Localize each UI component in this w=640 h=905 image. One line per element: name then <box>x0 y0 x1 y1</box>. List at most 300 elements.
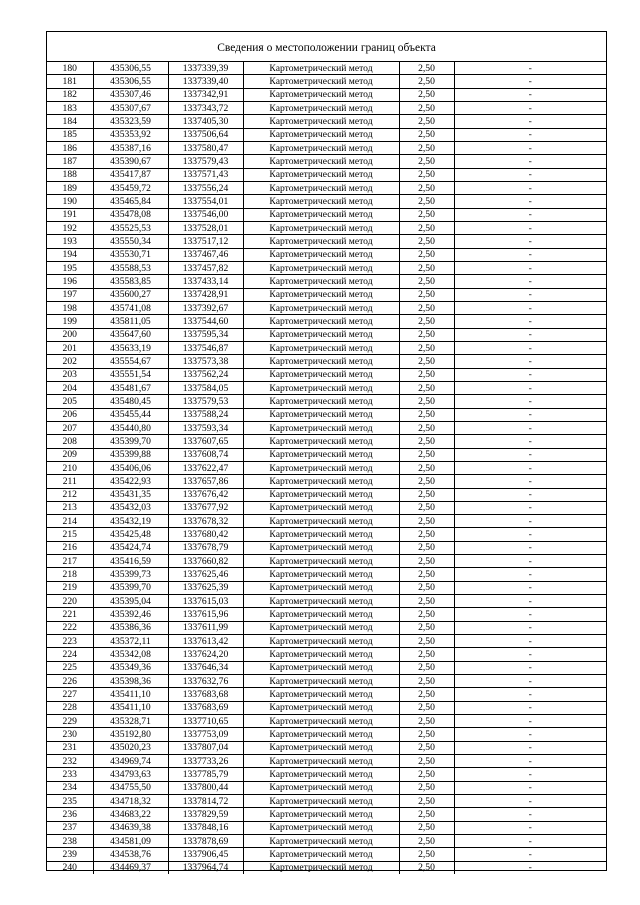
x-coordinate-cell: 435425,48 <box>93 528 168 541</box>
method-cell: Картометрический метод <box>243 488 399 501</box>
table-row <box>47 115 606 128</box>
accuracy-cell: 2,50 <box>399 141 454 154</box>
table-row <box>47 501 606 514</box>
description-cell: - <box>454 661 606 674</box>
y-coordinate-cell: 1337657,86 <box>168 475 243 488</box>
x-coordinate-cell: 435387,16 <box>93 141 168 154</box>
y-coordinate-cell: 1337624,20 <box>168 648 243 661</box>
accuracy-cell: 2,50 <box>399 221 454 234</box>
accuracy-cell: 2,50 <box>399 488 454 501</box>
table-row <box>47 168 606 181</box>
description-cell: - <box>454 341 606 354</box>
method-cell: Картометрический метод <box>243 421 399 434</box>
y-coordinate-cell: 1337906,45 <box>168 848 243 861</box>
y-coordinate-cell: 1337753,09 <box>168 728 243 741</box>
y-coordinate-cell: 1337622,47 <box>168 461 243 474</box>
method-cell: Картометрический метод <box>243 528 399 541</box>
x-coordinate-cell: 435306,55 <box>93 75 168 88</box>
x-coordinate-cell: 435399,88 <box>93 448 168 461</box>
accuracy-cell: 2,50 <box>399 421 454 434</box>
method-cell: Картометрический метод <box>243 368 399 381</box>
description-cell: - <box>454 88 606 101</box>
point-number-cell: 232 <box>47 755 93 768</box>
method-cell: Картометрический метод <box>243 755 399 768</box>
accuracy-cell: 2,50 <box>399 555 454 568</box>
point-number-cell: 198 <box>47 301 93 314</box>
accuracy-cell: 2,50 <box>399 101 454 114</box>
description-cell: - <box>454 528 606 541</box>
accuracy-cell: 2,50 <box>399 208 454 221</box>
description-cell: - <box>454 715 606 728</box>
table-row <box>47 101 606 114</box>
point-number-cell: 186 <box>47 141 93 154</box>
x-coordinate-cell: 434538,76 <box>93 848 168 861</box>
table-row <box>47 488 606 501</box>
y-coordinate-cell: 1337848,16 <box>168 821 243 834</box>
y-coordinate-cell: 1337625,46 <box>168 568 243 581</box>
x-coordinate-cell: 435353,92 <box>93 128 168 141</box>
x-coordinate-cell: 434683,22 <box>93 808 168 821</box>
description-cell: - <box>454 155 606 168</box>
accuracy-cell: 2,50 <box>399 848 454 861</box>
table-row <box>47 421 606 434</box>
x-coordinate-cell: 435372,11 <box>93 635 168 648</box>
point-number-cell: 187 <box>47 155 93 168</box>
y-coordinate-cell: 1337733,26 <box>168 755 243 768</box>
table-row <box>47 435 606 448</box>
description-cell: - <box>454 75 606 88</box>
point-number-cell: 185 <box>47 128 93 141</box>
y-coordinate-cell: 1337829,59 <box>168 808 243 821</box>
y-coordinate-cell: 1337683,69 <box>168 701 243 714</box>
description-cell: - <box>454 488 606 501</box>
y-coordinate-cell: 1337405,30 <box>168 115 243 128</box>
x-coordinate-cell: 435647,60 <box>93 328 168 341</box>
accuracy-cell: 2,50 <box>399 435 454 448</box>
table-row <box>47 741 606 754</box>
accuracy-cell: 2,50 <box>399 528 454 541</box>
x-coordinate-cell: 435417,87 <box>93 168 168 181</box>
accuracy-cell: 2,50 <box>399 475 454 488</box>
method-cell: Картометрический метод <box>243 115 399 128</box>
accuracy-cell: 2,50 <box>399 741 454 754</box>
method-cell: Картометрический метод <box>243 101 399 114</box>
table-row <box>47 315 606 328</box>
point-number-cell: 203 <box>47 368 93 381</box>
table-row <box>47 381 606 394</box>
table-row <box>47 208 606 221</box>
y-coordinate-cell: 1337573,38 <box>168 355 243 368</box>
point-number-cell: 230 <box>47 728 93 741</box>
accuracy-cell: 2,50 <box>399 461 454 474</box>
x-coordinate-cell: 434639,38 <box>93 821 168 834</box>
document-frame <box>46 31 607 874</box>
y-coordinate-cell: 1337562,24 <box>168 368 243 381</box>
table-row <box>47 821 606 834</box>
x-coordinate-cell: 435440,80 <box>93 421 168 434</box>
method-cell: Картометрический метод <box>243 448 399 461</box>
point-number-cell: 239 <box>47 848 93 861</box>
accuracy-cell: 2,50 <box>399 781 454 794</box>
table-row <box>47 221 606 234</box>
description-cell: - <box>454 555 606 568</box>
y-coordinate-cell: 1337457,82 <box>168 261 243 274</box>
accuracy-cell: 2,50 <box>399 155 454 168</box>
method-cell: Картометрический метод <box>243 221 399 234</box>
description-cell: - <box>454 288 606 301</box>
point-number-cell: 225 <box>47 661 93 674</box>
method-cell: Картометрический метод <box>243 248 399 261</box>
x-coordinate-cell: 435020,23 <box>93 741 168 754</box>
table-row <box>47 648 606 661</box>
x-coordinate-cell: 435398,36 <box>93 675 168 688</box>
accuracy-cell: 2,50 <box>399 115 454 128</box>
method-cell: Картометрический метод <box>243 328 399 341</box>
y-coordinate-cell: 1337800,44 <box>168 781 243 794</box>
point-number-cell: 194 <box>47 248 93 261</box>
table-row <box>47 701 606 714</box>
accuracy-cell: 2,50 <box>399 568 454 581</box>
method-cell: Картометрический метод <box>243 781 399 794</box>
y-coordinate-cell: 1337611,99 <box>168 621 243 634</box>
point-number-cell: 234 <box>47 781 93 794</box>
point-number-cell: 235 <box>47 795 93 808</box>
description-cell: - <box>454 688 606 701</box>
accuracy-cell: 2,50 <box>399 821 454 834</box>
accuracy-cell: 2,50 <box>399 248 454 261</box>
point-number-cell: 231 <box>47 741 93 754</box>
point-number-cell: 237 <box>47 821 93 834</box>
method-cell: Картометрический метод <box>243 675 399 688</box>
point-number-cell: 220 <box>47 595 93 608</box>
x-coordinate-cell: 435588,53 <box>93 261 168 274</box>
x-coordinate-cell: 435550,34 <box>93 235 168 248</box>
accuracy-cell: 2,50 <box>399 635 454 648</box>
table-row <box>47 688 606 701</box>
x-coordinate-cell: 435307,67 <box>93 101 168 114</box>
description-cell: - <box>454 568 606 581</box>
method-cell: Картометрический метод <box>243 728 399 741</box>
x-coordinate-cell: 435411,10 <box>93 688 168 701</box>
accuracy-cell: 2,50 <box>399 581 454 594</box>
description-cell: - <box>454 541 606 554</box>
table-row <box>47 755 606 768</box>
y-coordinate-cell: 1337467,46 <box>168 248 243 261</box>
y-coordinate-cell: 1337676,42 <box>168 488 243 501</box>
table-row <box>47 301 606 314</box>
method-cell: Картометрический метод <box>243 381 399 394</box>
y-coordinate-cell: 1337506,64 <box>168 128 243 141</box>
table-row <box>47 62 606 75</box>
table-row <box>47 288 606 301</box>
method-cell: Картометрический метод <box>243 741 399 754</box>
x-coordinate-cell: 435741,08 <box>93 301 168 314</box>
x-coordinate-cell: 435431,35 <box>93 488 168 501</box>
table-row <box>47 528 606 541</box>
description-cell: - <box>454 221 606 234</box>
point-number-cell: 180 <box>47 62 93 75</box>
accuracy-cell: 2,50 <box>399 128 454 141</box>
x-coordinate-cell: 434755,50 <box>93 781 168 794</box>
x-coordinate-cell: 435480,45 <box>93 395 168 408</box>
x-coordinate-cell: 435392,46 <box>93 608 168 621</box>
point-number-cell: 226 <box>47 675 93 688</box>
y-coordinate-cell: 1337546,00 <box>168 208 243 221</box>
accuracy-cell: 2,50 <box>399 275 454 288</box>
method-cell: Картометрический метод <box>243 475 399 488</box>
x-coordinate-cell: 435530,71 <box>93 248 168 261</box>
point-number-cell: 193 <box>47 235 93 248</box>
x-coordinate-cell: 435525,53 <box>93 221 168 234</box>
accuracy-cell: 2,50 <box>399 661 454 674</box>
y-coordinate-cell: 1337593,34 <box>168 421 243 434</box>
description-cell: - <box>454 675 606 688</box>
point-number-cell: 210 <box>47 461 93 474</box>
x-coordinate-cell: 435554,67 <box>93 355 168 368</box>
description-cell: - <box>454 208 606 221</box>
description-cell: - <box>454 62 606 75</box>
y-coordinate-cell: 1337579,53 <box>168 395 243 408</box>
description-cell: - <box>454 261 606 274</box>
y-coordinate-cell: 1337613,42 <box>168 635 243 648</box>
y-coordinate-cell: 1337632,76 <box>168 675 243 688</box>
y-coordinate-cell: 1337433,14 <box>168 275 243 288</box>
x-coordinate-cell: 435306,55 <box>93 62 168 75</box>
method-cell: Картометрический метод <box>243 235 399 248</box>
y-coordinate-cell: 1337646,34 <box>168 661 243 674</box>
y-coordinate-cell: 1337785,79 <box>168 768 243 781</box>
x-coordinate-cell: 435478,08 <box>93 208 168 221</box>
y-coordinate-cell: 1337517,12 <box>168 235 243 248</box>
x-coordinate-cell: 435349,36 <box>93 661 168 674</box>
method-cell: Картометрический метод <box>243 75 399 88</box>
description-cell: - <box>454 461 606 474</box>
method-cell: Картометрический метод <box>243 141 399 154</box>
y-coordinate-cell: 1337554,01 <box>168 195 243 208</box>
method-cell: Картометрический метод <box>243 275 399 288</box>
method-cell: Картометрический метод <box>243 661 399 674</box>
method-cell: Картометрический метод <box>243 181 399 194</box>
y-coordinate-cell: 1337428,91 <box>168 288 243 301</box>
table-row <box>47 328 606 341</box>
x-coordinate-cell: 435633,19 <box>93 341 168 354</box>
y-coordinate-cell: 1337339,39 <box>168 62 243 75</box>
accuracy-cell: 2,50 <box>399 515 454 528</box>
description-cell: - <box>454 501 606 514</box>
table-row <box>47 75 606 88</box>
point-number-cell: 218 <box>47 568 93 581</box>
table-row <box>47 448 606 461</box>
accuracy-cell: 2,50 <box>399 341 454 354</box>
y-coordinate-cell: 1337343,72 <box>168 101 243 114</box>
point-number-cell: 221 <box>47 608 93 621</box>
point-number-cell: 196 <box>47 275 93 288</box>
description-cell: - <box>454 755 606 768</box>
point-number-cell: 216 <box>47 541 93 554</box>
description-cell: - <box>454 848 606 861</box>
method-cell: Картометрический метод <box>243 835 399 848</box>
x-coordinate-cell: 434581,09 <box>93 835 168 848</box>
y-coordinate-cell: 1337680,42 <box>168 528 243 541</box>
method-cell: Картометрический метод <box>243 88 399 101</box>
method-cell: Картометрический метод <box>243 581 399 594</box>
description-cell: - <box>454 581 606 594</box>
accuracy-cell: 2,50 <box>399 755 454 768</box>
accuracy-cell: 2,50 <box>399 195 454 208</box>
point-number-cell: 224 <box>47 648 93 661</box>
x-coordinate-cell: 434969,74 <box>93 755 168 768</box>
table-row <box>47 461 606 474</box>
y-coordinate-cell: 1337710,65 <box>168 715 243 728</box>
accuracy-cell: 2,50 <box>399 701 454 714</box>
table-row <box>47 621 606 634</box>
point-number-cell: 197 <box>47 288 93 301</box>
method-cell: Картометрический метод <box>243 395 399 408</box>
table-row <box>47 475 606 488</box>
y-coordinate-cell: 1337878,69 <box>168 835 243 848</box>
x-coordinate-cell: 434718,32 <box>93 795 168 808</box>
x-coordinate-cell: 435600,27 <box>93 288 168 301</box>
description-cell: - <box>454 368 606 381</box>
point-number-cell: 199 <box>47 315 93 328</box>
x-coordinate-cell: 435307,46 <box>93 88 168 101</box>
method-cell: Картометрический метод <box>243 795 399 808</box>
table-row <box>47 781 606 794</box>
method-cell: Картометрический метод <box>243 715 399 728</box>
table-row <box>47 795 606 808</box>
point-number-cell: 208 <box>47 435 93 448</box>
accuracy-cell: 2,50 <box>399 541 454 554</box>
y-coordinate-cell: 1337683,68 <box>168 688 243 701</box>
point-number-cell: 215 <box>47 528 93 541</box>
accuracy-cell: 2,50 <box>399 315 454 328</box>
method-cell: Картометрический метод <box>243 808 399 821</box>
x-coordinate-cell: 435323,59 <box>93 115 168 128</box>
x-coordinate-cell: 435390,67 <box>93 155 168 168</box>
table-row <box>47 608 606 621</box>
x-coordinate-cell: 435416,59 <box>93 555 168 568</box>
method-cell: Картометрический метод <box>243 555 399 568</box>
point-number-cell: 223 <box>47 635 93 648</box>
description-cell: - <box>454 435 606 448</box>
description-cell: - <box>454 355 606 368</box>
accuracy-cell: 2,50 <box>399 395 454 408</box>
table-row <box>47 261 606 274</box>
accuracy-cell: 2,50 <box>399 368 454 381</box>
accuracy-cell: 2,50 <box>399 328 454 341</box>
method-cell: Картометрический метод <box>243 261 399 274</box>
description-cell: - <box>454 728 606 741</box>
accuracy-cell: 2,50 <box>399 728 454 741</box>
table-row <box>47 275 606 288</box>
point-number-cell: 183 <box>47 101 93 114</box>
description-cell: - <box>454 595 606 608</box>
method-cell: Картометрический метод <box>243 701 399 714</box>
accuracy-cell: 2,50 <box>399 768 454 781</box>
y-coordinate-cell: 1337678,32 <box>168 515 243 528</box>
point-number-cell: 211 <box>47 475 93 488</box>
method-cell: Картометрический метод <box>243 648 399 661</box>
point-number-cell: 192 <box>47 221 93 234</box>
point-number-cell: 204 <box>47 381 93 394</box>
y-coordinate-cell: 1337807,04 <box>168 741 243 754</box>
x-coordinate-cell: 435399,73 <box>93 568 168 581</box>
accuracy-cell: 2,50 <box>399 88 454 101</box>
x-coordinate-cell: 435399,70 <box>93 435 168 448</box>
point-number-cell: 212 <box>47 488 93 501</box>
accuracy-cell: 2,50 <box>399 181 454 194</box>
x-coordinate-cell: 435328,71 <box>93 715 168 728</box>
method-cell: Картометрический метод <box>243 341 399 354</box>
description-cell: - <box>454 115 606 128</box>
y-coordinate-cell: 1337588,24 <box>168 408 243 421</box>
y-coordinate-cell: 1337625,39 <box>168 581 243 594</box>
x-coordinate-cell: 435481,67 <box>93 381 168 394</box>
x-coordinate-cell: 435342,08 <box>93 648 168 661</box>
x-coordinate-cell: 435406,06 <box>93 461 168 474</box>
method-cell: Картометрический метод <box>243 568 399 581</box>
accuracy-cell: 2,50 <box>399 355 454 368</box>
accuracy-cell: 2,50 <box>399 675 454 688</box>
table-row <box>47 141 606 154</box>
point-number-cell: 213 <box>47 501 93 514</box>
y-coordinate-cell: 1337571,43 <box>168 168 243 181</box>
description-cell: - <box>454 768 606 781</box>
point-number-cell: 236 <box>47 808 93 821</box>
point-number-cell: 219 <box>47 581 93 594</box>
y-coordinate-cell: 1337544,60 <box>168 315 243 328</box>
table-row <box>47 555 606 568</box>
description-cell: - <box>454 101 606 114</box>
point-number-cell: 201 <box>47 341 93 354</box>
table-row <box>47 661 606 674</box>
x-coordinate-cell: 435386,36 <box>93 621 168 634</box>
description-cell: - <box>454 701 606 714</box>
table-row <box>47 248 606 261</box>
description-cell: - <box>454 795 606 808</box>
y-coordinate-cell: 1337608,74 <box>168 448 243 461</box>
description-cell: - <box>454 621 606 634</box>
point-number-cell: 182 <box>47 88 93 101</box>
accuracy-cell: 2,50 <box>399 621 454 634</box>
table-row <box>47 355 606 368</box>
y-coordinate-cell: 1337392,67 <box>168 301 243 314</box>
method-cell: Картометрический метод <box>243 288 399 301</box>
document-title: Сведения о местоположении границ объекта <box>47 32 606 62</box>
x-coordinate-cell: 435465,84 <box>93 195 168 208</box>
point-number-cell: 181 <box>47 75 93 88</box>
point-number-cell: 206 <box>47 408 93 421</box>
description-cell: - <box>454 648 606 661</box>
table-row <box>47 88 606 101</box>
description-cell: - <box>454 821 606 834</box>
method-cell: Картометрический метод <box>243 848 399 861</box>
table-row <box>47 515 606 528</box>
accuracy-cell: 2,50 <box>399 795 454 808</box>
y-coordinate-cell: 1337339,40 <box>168 75 243 88</box>
method-cell: Картометрический метод <box>243 195 399 208</box>
description-cell: - <box>454 808 606 821</box>
method-cell: Картометрический метод <box>243 155 399 168</box>
point-number-cell: 202 <box>47 355 93 368</box>
description-cell: - <box>454 195 606 208</box>
y-coordinate-cell: 1337584,05 <box>168 381 243 394</box>
description-cell: - <box>454 381 606 394</box>
point-number-cell: 184 <box>47 115 93 128</box>
y-coordinate-cell: 1337580,47 <box>168 141 243 154</box>
method-cell: Картометрический метод <box>243 688 399 701</box>
method-cell: Картометрический метод <box>243 168 399 181</box>
